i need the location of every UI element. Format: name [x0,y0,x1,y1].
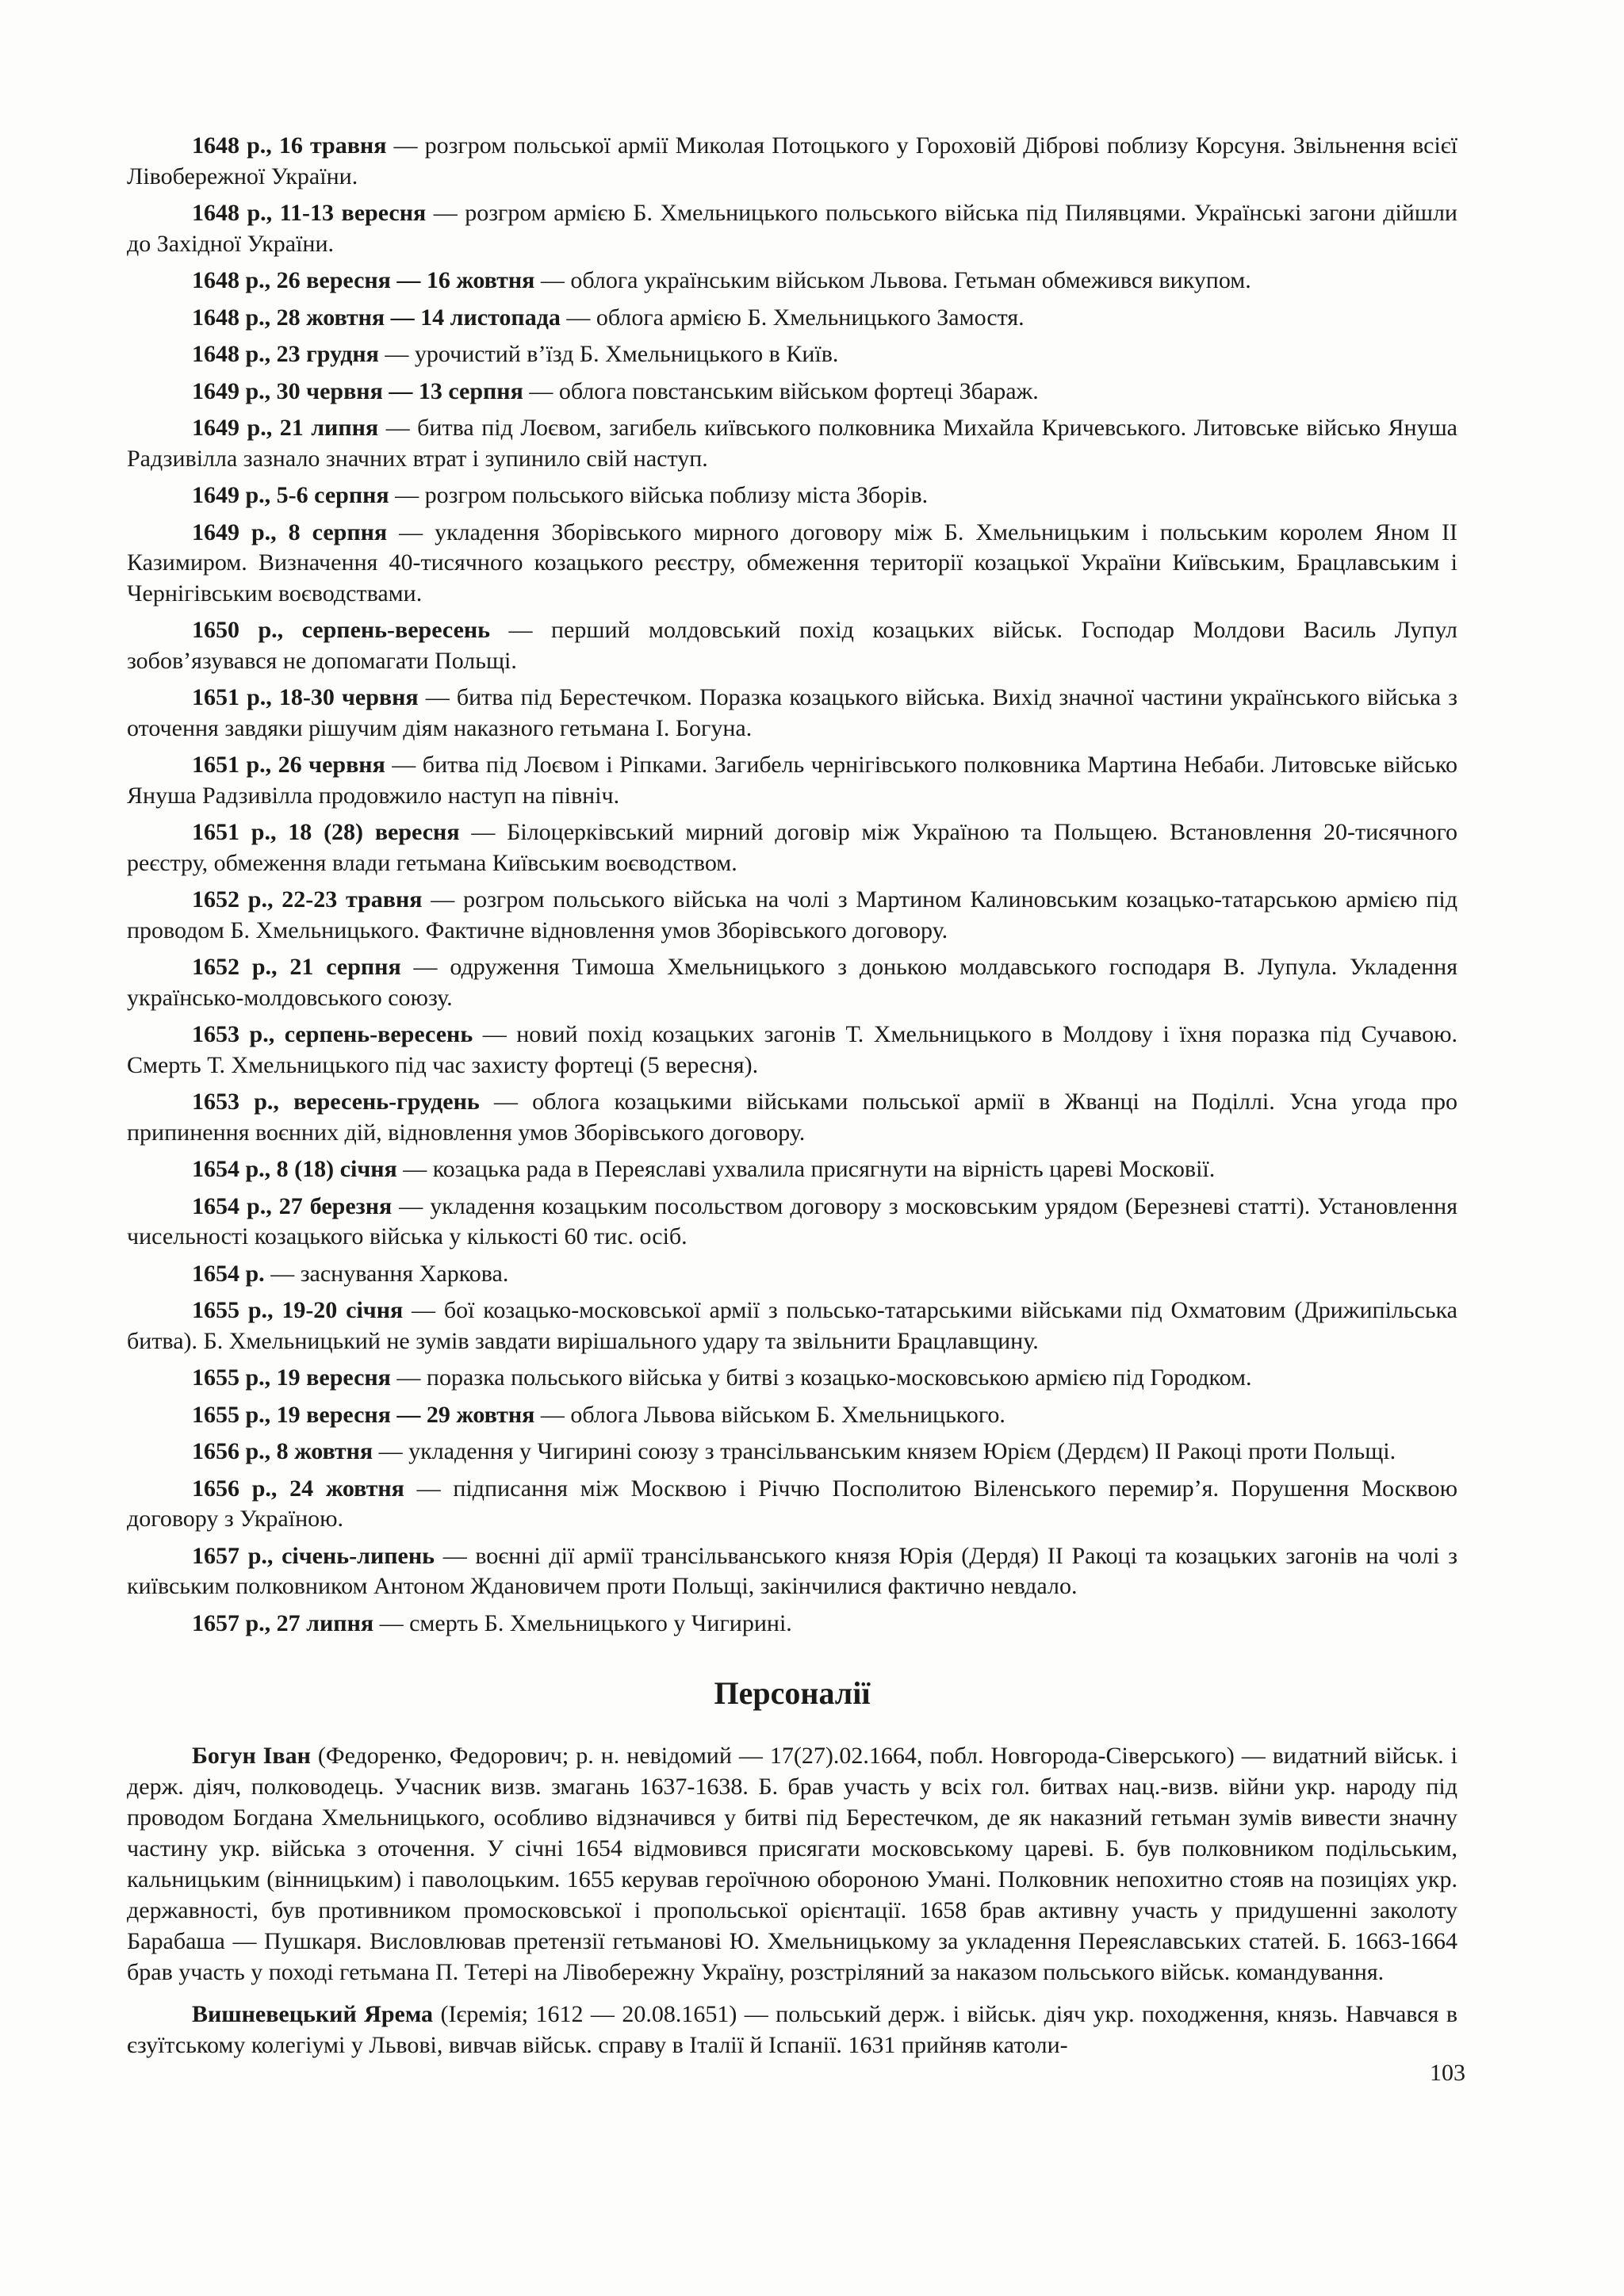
biography-text: (Федоренко, Федорович; р. н. невідомий — 17(27).02.1664, побл. Новгорода-Сіверського) — видатний військ. і держ. діяч, полководець. Учасник визв. змагань 1637-1638. Б. брав участь у всіх гол. битвах нац.-визв. війни укр. народу під проводом Богдана Хмельницького, особливо відзначився у битві під Берестечком, де як наказний гетьман зумів вивести значну частину укр. війська з оточення. У січні 1654 відмовився присягати московському цареві. Б. був полковником подільським, кальницьким (вінницьким) і паволоцьким. 1655 керував героїчною обороною Умані. Полковник непохитно стояв на позиціях укр. державності, був противником промосковської і пропольської орієнтації. 1658 брав активну участь у придушенні заколоту Барабаша — Пушкаря. Висловлював претензії гетьманові Ю. Хмельницькому за укладення Переяславських статей. Б. 1663-1664 брав участь у поході гетьмана П. Тетері на Лівобережну Україну, розстріляний за наказом польського військ. командування. [127,1743,1458,1985]
entry-date: 1656 р., 24 жовтня [192,1475,404,1502]
entry-date: 1650 р., серпень-вересень [192,617,491,643]
entry-date: 1657 р., січень-липень [192,1542,435,1569]
chronology-entry [127,615,1457,676]
entry-date: 1648 р., 11-13 вересня [192,200,427,226]
entry-text: — укладення у Чигирині союзу з трансільванським князем Юрієм (Дердєм) II Ракоці проти Польщі. [373,1438,1396,1464]
entry-text: — перший молдовський похід козацьких військ. Господар Молдови Василь Лупул зобов’язувався не допомагати Польщі. [127,617,1458,674]
chronology-entry [127,1192,1457,1253]
chronology-entry [127,1474,1457,1535]
chronology-entry [127,303,1457,334]
entry-text: — поразка польського війська у битві з козацько-московською армією під Городком. [390,1364,1252,1391]
entry-date: 1652 р., 22-23 травня [192,886,423,913]
entry-date: 1652 р., 21 серпня [192,954,401,980]
entry-date: 1648 р., 16 травня [192,132,387,159]
chronology-entry [127,1087,1457,1148]
entry-text: — укладення козацьким посольством договору з московським урядом (Березневі статті). Установлення чисельності козацького війська у кількості 60 тис. осіб. [127,1192,1457,1249]
entry-date: 1654 р. [192,1260,265,1287]
entry-text: — новий похід козацьких загонів Т. Хмельницького в Молдову і їхня поразка під Сучавою. Смерть Т. Хмельницького під час захисту фортеці (5 вересня). [127,1021,1458,1078]
entry-date: 1649 р., 30 червня — 13 серпня [192,377,523,404]
entry-text: — облога Львова військом Б. Хмельницького. [534,1401,1005,1428]
chronology-list [127,131,1457,1639]
entry-date: 1649 р., 8 серпня [192,519,388,545]
biography-entry [127,1740,1457,1988]
chronology-entry [127,885,1457,946]
chronology-entry [127,952,1457,1013]
page-number: 103 [1430,2060,1465,2086]
chronology-entry [127,750,1457,811]
chronology-entry [127,1437,1457,1468]
entry-text: — одруження Тимоша Хмельницького з донькою молдавського господаря В. Лупула. Укладення українсько-молдовського союзу. [127,954,1457,1011]
entry-text: — розгром польського війська на чолі з Мартином Калиновським козацько-татарською армією під проводом Б. Хмельницького. Фактичне відновлення умов Зборівського договору. [127,886,1457,943]
biography-text: (Ієремія; 1612 — 20.08.1651) — польський держ. і військ. діяч укр. походження, князь. Навчався в єзуїтському колегіумі у Львові, вивчав військ. справу в Італії й Іспанії. 1631 прийняв католи- [127,2001,1457,2058]
chronology-entry [127,1363,1457,1394]
chronology-entry [127,198,1457,259]
page-content [127,131,1457,2072]
entry-text: — Білоцерківський мирний договір між Україною та Польщею. Встановлення 20-тисячного реєстру, обмеження влади гетьмана Київським воєводством. [127,819,1457,876]
entry-text: — розгром армією Б. Хмельницького польського війська під Пилявцями. Українські загони дійшли до Західної України. [127,200,1457,257]
chronology-entry [127,518,1457,610]
entry-text: — облога козацькими військами польської армії в Жванці на Поділлі. Усна угода про припинення воєнних дій, відновлення умов Зборівського договору. [127,1089,1457,1146]
entry-text: — урочистий в’їзд Б. Хмельницького в Київ. [378,341,839,367]
entry-text: — розгром польського війська поблизу міста Зборів. [389,482,929,508]
biographies-list [127,1740,1457,2061]
entry-text: — підписання між Москвою і Річчю Посполитою Віленського перемир’я. Порушення Москвою договору з Україною. [127,1475,1457,1532]
entry-date: 1653 р., вересень-грудень [192,1089,480,1115]
entry-date: 1651 р., 18 (28) вересня [192,819,460,845]
entry-text: — бої козацько-московської армії з польсько-татарськими військами під Охматовим (Дрижипільська битва). Б. Хмельницький не зумів завдати вирішального удару та звільнити Брацлавщину. [127,1297,1457,1354]
chronology-entry [127,1541,1457,1602]
entry-text: — заснування Харкова. [264,1260,509,1287]
chronology-entry [127,1154,1457,1185]
entry-text: — козацька рада в Переяславі ухвалила присягнути на вірність цареві Московії. [396,1156,1216,1182]
chronology-entry [127,1020,1457,1081]
entry-date: 1651 р., 26 червня [192,752,385,778]
entry-text: — облога армією Б. Хмельницького Замостя. [560,304,1025,331]
entry-date: 1649 р., 21 липня [192,415,379,441]
entry-text: — укладення Зборівського мирного договору між Б. Хмельницьким і польським королем Яном II Казимиром. Визначення 40-тисячного козацького реєстру, обмеження території козацької України Київським, Брацлавським і Чернігівським воєводствами. [127,519,1457,607]
entry-text: — облога повстанським військом фортеці Збараж. [523,377,1039,404]
entry-text: — битва під Лоєвом і Ріпками. Загибель чернігівського полковника Мартина Небаби. Литовське військо Януша Радзивілла продовжило наступ на північ. [127,752,1457,809]
section-title: Персоналії [714,1675,871,1711]
chronology-entry [127,1609,1457,1640]
chronology-entry [127,339,1457,370]
entry-date: 1649 р., 5-6 серпня [192,482,389,508]
entry-text: — битва під Лоєвом, загибель київського полковника Михайла Кричевського. Литовське військо Януша Радзивілла зазнало значних втрат і зупинило свій наступ. [127,415,1457,472]
entry-date: 1655 р., 19 вересня — 29 жовтня [192,1401,535,1428]
entry-date: 1657 р., 27 липня [192,1609,374,1636]
chronology-entry [127,683,1457,744]
chronology-entry [127,817,1457,878]
entry-date: 1656 р., 8 жовтня [192,1438,373,1464]
entry-date: 1655 р., 19-20 січня [192,1297,404,1323]
entry-date: 1654 р., 8 (18) січня [192,1156,397,1182]
entry-date: 1648 р., 28 жовтня — 14 листопада [192,304,561,331]
entry-text: — воєнні дії армії трансільванського князя Юрія (Дердя) II Ракоці та козацьких загонів на чолі з київським полковником Антоном Ждановичем проти Польщі, закінчилися фактично невдало. [127,1542,1457,1599]
biography-name: Богун Іван [192,1743,311,1769]
chronology-entry [127,413,1457,474]
chronology-entry [127,1259,1457,1290]
entry-date: 1654 р., 27 березня [192,1192,393,1219]
entry-text: — розгром польської армії Миколая Потоцького у Гороховій Діброві поблизу Корсуня. Звільнення всієї Лівобережної України. [127,132,1457,189]
entry-date: 1655 р., 19 вересня [192,1364,391,1391]
entry-text: — битва під Берестечком. Поразка козацького війська. Вихід значної частини українського війська з оточення завдяки рішучим діям наказного гетьмана І. Богуна. [127,684,1457,741]
chronology-entry [127,1295,1457,1357]
entry-date: 1648 р., 26 вересня — 16 жовтня [192,267,535,293]
entry-date: 1653 р., серпень-вересень [192,1021,473,1047]
entry-text: — облога українським військом Львова. Гетьман обмежився викупом. [534,267,1251,293]
biography-name: Вишневецький Ярема [192,2001,434,2027]
chronology-entry [127,266,1457,297]
chronology-entry [127,1400,1457,1431]
chronology-entry [127,131,1457,192]
chronology-entry [127,480,1457,511]
chronology-entry [127,377,1457,408]
biography-entry [127,1999,1457,2061]
entry-date: 1651 р., 18-30 червня [192,684,419,710]
entry-text: — смерть Б. Хмельницького у Чигирині. [373,1609,792,1636]
entry-date: 1648 р., 23 грудня [192,341,379,367]
